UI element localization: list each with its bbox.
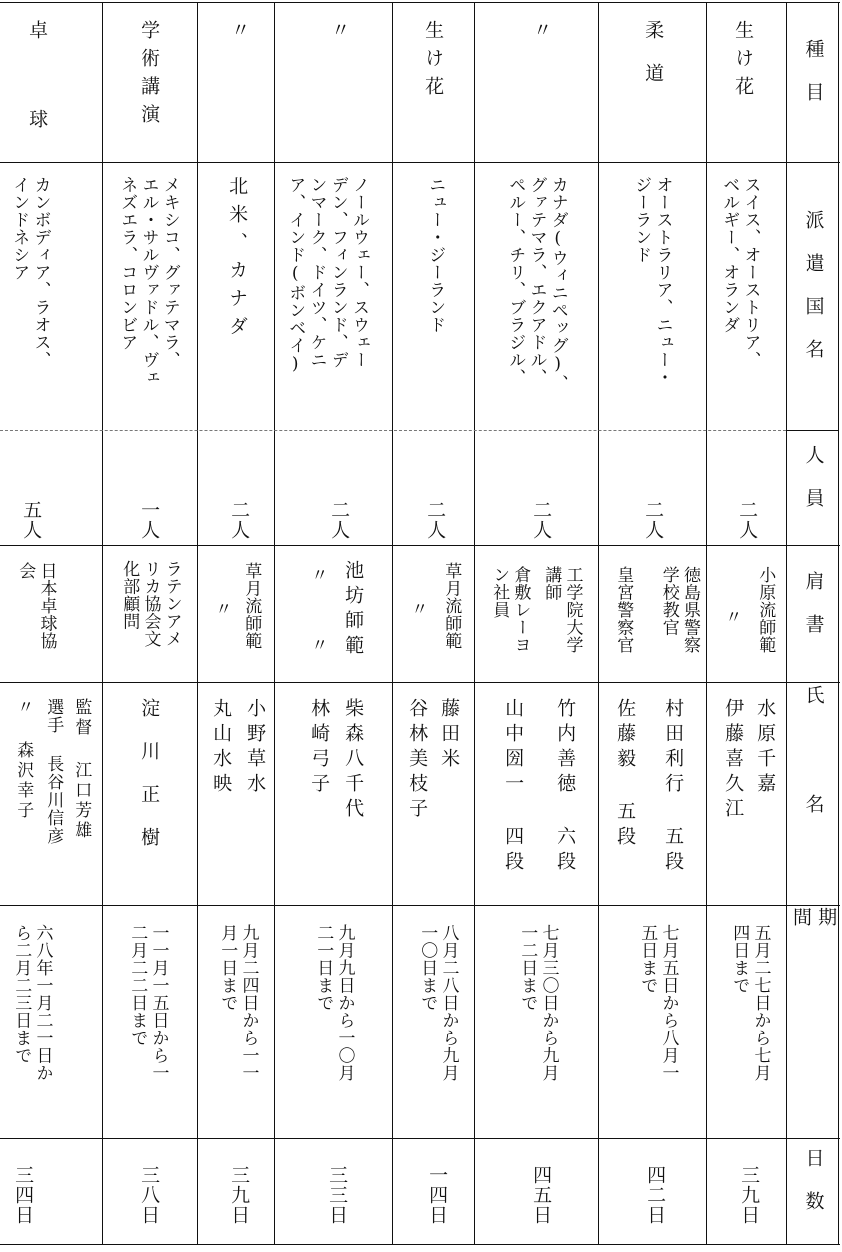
days-cell: 三八日	[138, 1165, 161, 1225]
column-divider	[474, 2, 475, 1244]
column-divider	[197, 2, 198, 1244]
row-divider	[0, 905, 840, 906]
header-people: 人員	[802, 444, 825, 531]
table-top-border	[0, 2, 840, 3]
name-cell: 〃 森沢幸子	[13, 698, 34, 821]
header-period: 期間	[790, 907, 838, 1026]
people-cell: 二人	[228, 500, 251, 540]
row-divider	[0, 430, 786, 431]
name-cell: 淀川正樹	[138, 698, 161, 870]
header-days: 日数	[802, 1148, 825, 1234]
event-cell: 〃	[328, 20, 351, 40]
title-cell: 徳島県警察 学校教官	[658, 566, 700, 654]
name-cell: 小野草水	[244, 698, 267, 798]
countries-cell: オーストラリア、ニュー・ ジーランド	[631, 176, 673, 386]
event-cell: 卓球	[26, 20, 49, 198]
days-cell: 三三日	[326, 1165, 349, 1225]
name-cell: 谷林美枝子	[406, 698, 429, 823]
row-divider	[0, 162, 840, 163]
title-cell: 〃	[721, 608, 742, 626]
name-cell: 藤田米	[438, 698, 461, 773]
countries-cell: カンボディア、ラオス、 インドネシア	[9, 176, 51, 369]
event-cell: 学術講演	[138, 20, 161, 132]
column-divider	[274, 2, 275, 1244]
name-cell: 柴森八千代	[342, 698, 365, 823]
countries-cell: スイス、オーストリア、 ベルギー、オランダ	[719, 176, 761, 369]
event-cell: 生け花	[732, 20, 755, 104]
days-cell: 三四日	[12, 1165, 35, 1225]
name-cell: 監督 江口芳雄	[71, 698, 92, 841]
title-cell: 皇宮警察官	[613, 566, 634, 654]
header-countries: 派遣国名	[802, 210, 825, 382]
days-cell: 三九日	[228, 1165, 251, 1225]
row-divider	[0, 682, 840, 683]
title-cell: 小原流師範	[755, 566, 776, 654]
event-cell: 柔道	[642, 20, 665, 106]
people-cell: 五人	[20, 500, 43, 540]
period-cell: 五月二七日から七月 四日まで	[729, 924, 771, 1082]
table-right-border	[838, 2, 839, 1244]
name-cell: 選手 長谷川信彦	[43, 698, 64, 845]
name-cell: 伊藤喜久江	[722, 698, 745, 823]
people-cell: 二人	[642, 500, 665, 540]
title-cell: 〃	[211, 600, 232, 618]
people-cell: 二人	[424, 500, 447, 540]
period-cell: 八月二八日から九月 一〇日まで	[417, 924, 459, 1082]
title-cell: 〃	[407, 600, 428, 618]
column-divider	[786, 2, 787, 1244]
event-cell: 生け花	[422, 20, 445, 104]
row-divider	[786, 430, 838, 431]
days-cell: 四五日	[530, 1165, 553, 1225]
name-cell: 村田利行 五段	[662, 698, 685, 876]
title-cell: ラテンアメ リカ協会文 化部顧問	[119, 560, 182, 648]
days-cell: 四二日	[644, 1165, 667, 1225]
name-cell: 丸山水映	[210, 698, 233, 798]
title-cell: 日本卓球協 会	[15, 562, 57, 650]
title-cell: 〃 〃	[307, 566, 328, 671]
people-cell: 二人	[530, 500, 553, 540]
event-cell: 〃	[530, 20, 553, 40]
header-name: 氏名	[802, 684, 825, 903]
row-divider	[0, 545, 840, 546]
people-cell: 二人	[736, 500, 759, 540]
name-cell: 竹内善徳 六段	[554, 698, 577, 876]
table-bottom-border	[0, 1244, 840, 1245]
period-cell: 七月五日から八月一 五日まで	[637, 924, 679, 1082]
column-divider	[598, 2, 599, 1244]
people-cell: 一人	[138, 500, 161, 540]
title-cell: 草月流師範	[441, 562, 462, 650]
title-cell: 草月流師範	[241, 562, 262, 650]
days-cell: 一四日	[426, 1165, 449, 1225]
name-cell: 林崎弓子	[308, 698, 331, 798]
name-cell: 山中圀一 四段	[502, 698, 525, 876]
countries-cell: ノールウェー、スウェー デン、フィンランド、デ ンマーク、ドイツ、ケニ ア、インド(ボンベイ)	[285, 176, 369, 375]
days-cell: 三九日	[738, 1165, 761, 1225]
people-cell: 二人	[328, 500, 351, 540]
row-divider	[0, 1138, 840, 1139]
column-divider	[392, 2, 393, 1244]
period-cell: 六八年一月二一日か ら二月二三日まで	[11, 924, 53, 1082]
event-cell: 〃	[228, 20, 251, 40]
title-cell: 倉敷レーヨ ン社員	[489, 566, 531, 654]
name-cell: 水原千嘉	[754, 698, 777, 798]
title-cell: 工学院大学 講師	[541, 566, 583, 654]
name-cell: 佐藤毅 五段	[614, 698, 637, 851]
countries-cell: カナダ(ウィニペッグ)、 グァテマラ、エクアドル、 ペルー、チリ、ブラジル、	[505, 176, 568, 392]
header-event: 種目	[802, 39, 825, 125]
period-cell: 九月九日から一〇月 二一日まで	[313, 924, 355, 1082]
title-cell: 池坊師範	[342, 560, 365, 660]
countries-cell: ニュー・ジーランド	[425, 176, 446, 334]
column-divider	[102, 2, 103, 1244]
period-cell: 七月三〇日から九月 一二日まで	[517, 924, 559, 1082]
column-divider	[706, 2, 707, 1244]
header-title: 肩書	[802, 570, 825, 657]
period-cell: 九月二四日から一一 月一日まで	[217, 924, 259, 1082]
countries-cell: 北米、カナダ	[226, 176, 249, 344]
period-cell: 一一月一五日から一 二月二二日まで	[127, 924, 169, 1082]
countries-cell: メキシコ、グァテマラ、 エル・サルヴァドル、ヴェ ネズエラ、コロンビア	[117, 176, 180, 386]
